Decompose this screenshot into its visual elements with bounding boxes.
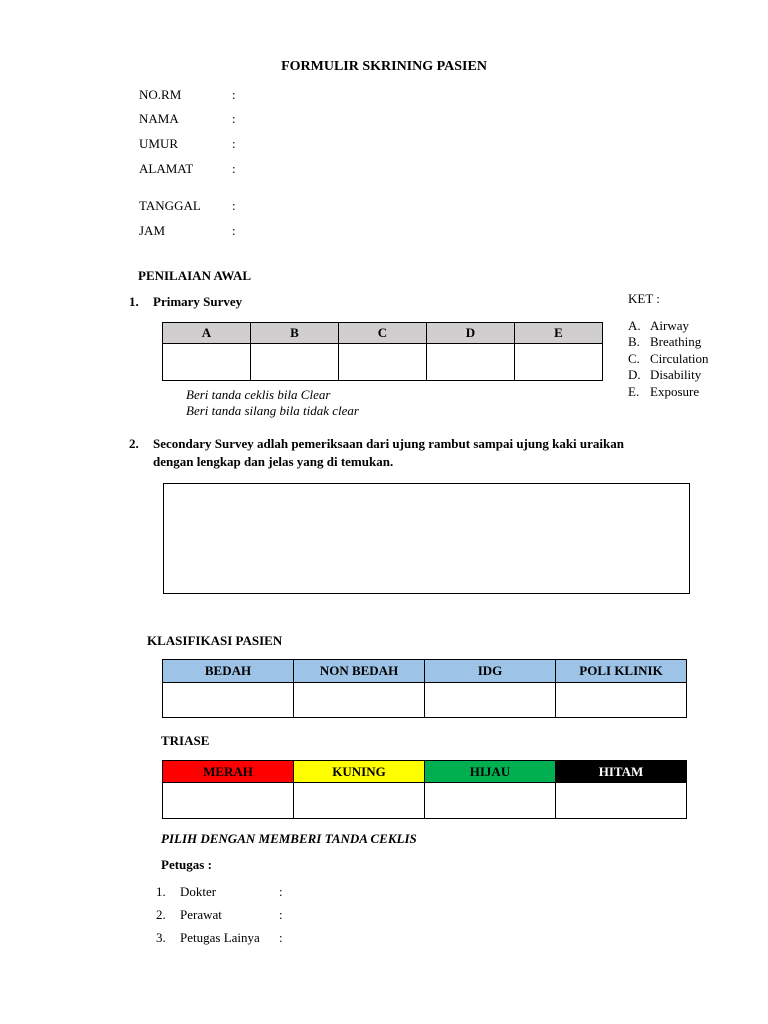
klasifikasi-col-non-bedah: NON BEDAH [294, 660, 425, 683]
primary-survey-cell-c[interactable] [339, 344, 427, 381]
triase-heading: TRIASE [161, 733, 210, 748]
primary-survey-col-c: C [339, 323, 427, 344]
petugas-colon: : [279, 884, 283, 899]
section-heading-penilaian-awal: PENILAIAN AWAL [138, 268, 252, 283]
petugas-colon: : [279, 930, 283, 945]
ket-item-exposure [628, 384, 699, 400]
field-label-alamat: ALAMAT [139, 161, 194, 176]
ket-item-circulation [628, 351, 709, 367]
klasifikasi-heading: KLASIFIKASI PASIEN [147, 633, 283, 648]
ket-letter: A. [628, 318, 641, 333]
ket-text: Breathing [650, 334, 702, 349]
primary-survey-heading: Primary Survey [153, 294, 243, 309]
primary-survey-number: 1. [129, 294, 139, 309]
secondary-survey-line2: dengan lengkap dan jelas yang di temukan. [153, 454, 394, 469]
ket-text: Circulation [650, 351, 709, 366]
ket-text: Airway [650, 318, 689, 333]
triase-cell-merah[interactable] [163, 783, 294, 819]
field-colon: : [232, 223, 236, 238]
triase-col-merah: MERAH [163, 761, 294, 783]
klasifikasi-table [162, 659, 687, 718]
field-label-umur: UMUR [139, 136, 179, 151]
ket-letter: D. [628, 367, 641, 382]
triase-col-hijau: HIJAU [425, 761, 556, 783]
primary-survey-cell-e[interactable] [515, 344, 603, 381]
klasifikasi-col-poli-klinik: POLI KLINIK [556, 660, 687, 683]
petugas-number: 1. [156, 884, 166, 899]
petugas-number: 3. [156, 930, 166, 945]
field-colon: : [232, 111, 236, 126]
ket-letter: E. [628, 384, 640, 399]
instruction-text: PILIH DENGAN MEMBERI TANDA CEKLIS [161, 831, 417, 846]
field-colon: : [232, 87, 236, 102]
primary-survey-table [162, 322, 603, 381]
primary-survey-col-b: B [251, 323, 339, 344]
petugas-heading: Petugas : [161, 857, 212, 872]
triase-col-hitam: HITAM [556, 761, 687, 783]
field-label-no-rm: NO.RM [139, 87, 182, 102]
primary-survey-col-d: D [427, 323, 515, 344]
primary-survey-cell-d[interactable] [427, 344, 515, 381]
field-label-nama: NAMA [139, 111, 179, 126]
triase-table [162, 760, 687, 819]
ket-letter: C. [628, 351, 640, 366]
petugas-label-petugas-lainya: Petugas Lainya [180, 930, 260, 945]
primary-survey-col-e: E [515, 323, 603, 344]
primary-survey-note-not-clear: Beri tanda silang bila tidak clear [186, 403, 359, 418]
klasifikasi-col-idg: IDG [425, 660, 556, 683]
triase-cell-hitam[interactable] [556, 783, 687, 819]
primary-survey-note-clear: Beri tanda ceklis bila Clear [186, 387, 331, 402]
ket-text: Exposure [650, 384, 700, 399]
petugas-label-perawat: Perawat [180, 907, 222, 922]
field-label-tanggal: TANGGAL [139, 198, 201, 213]
klasifikasi-cell-poli-klinik[interactable] [556, 683, 687, 718]
ket-letter: B. [628, 334, 640, 349]
petugas-colon: : [279, 907, 283, 922]
klasifikasi-col-bedah: BEDAH [163, 660, 294, 683]
form-title: FORMULIR SKRINING PASIEN [281, 59, 487, 74]
field-colon: : [232, 198, 236, 213]
field-colon: : [232, 161, 236, 176]
klasifikasi-cell-idg[interactable] [425, 683, 556, 718]
ket-item-breathing [628, 334, 701, 350]
secondary-survey-textbox[interactable] [163, 483, 690, 594]
field-colon: : [232, 136, 236, 151]
triase-cell-hijau[interactable] [425, 783, 556, 819]
petugas-number: 2. [156, 907, 166, 922]
primary-survey-cell-b[interactable] [251, 344, 339, 381]
field-label-jam: JAM [139, 223, 166, 238]
klasifikasi-cell-non-bedah[interactable] [294, 683, 425, 718]
secondary-survey-number: 2. [129, 436, 139, 451]
ket-item-disability [628, 367, 701, 383]
triase-cell-kuning[interactable] [294, 783, 425, 819]
primary-survey-cell-a[interactable] [163, 344, 251, 381]
ket-text: Disability [650, 367, 702, 382]
ket-heading: KET : [628, 291, 660, 306]
klasifikasi-cell-bedah[interactable] [163, 683, 294, 718]
ket-item-airway [628, 318, 689, 334]
secondary-survey-line1: Secondary Survey adlah pemeriksaan dari ujung rambut sampai ujung kaki uraikan [153, 436, 624, 451]
primary-survey-col-a: A [163, 323, 251, 344]
petugas-label-dokter: Dokter [180, 884, 217, 899]
triase-col-kuning: KUNING [294, 761, 425, 783]
